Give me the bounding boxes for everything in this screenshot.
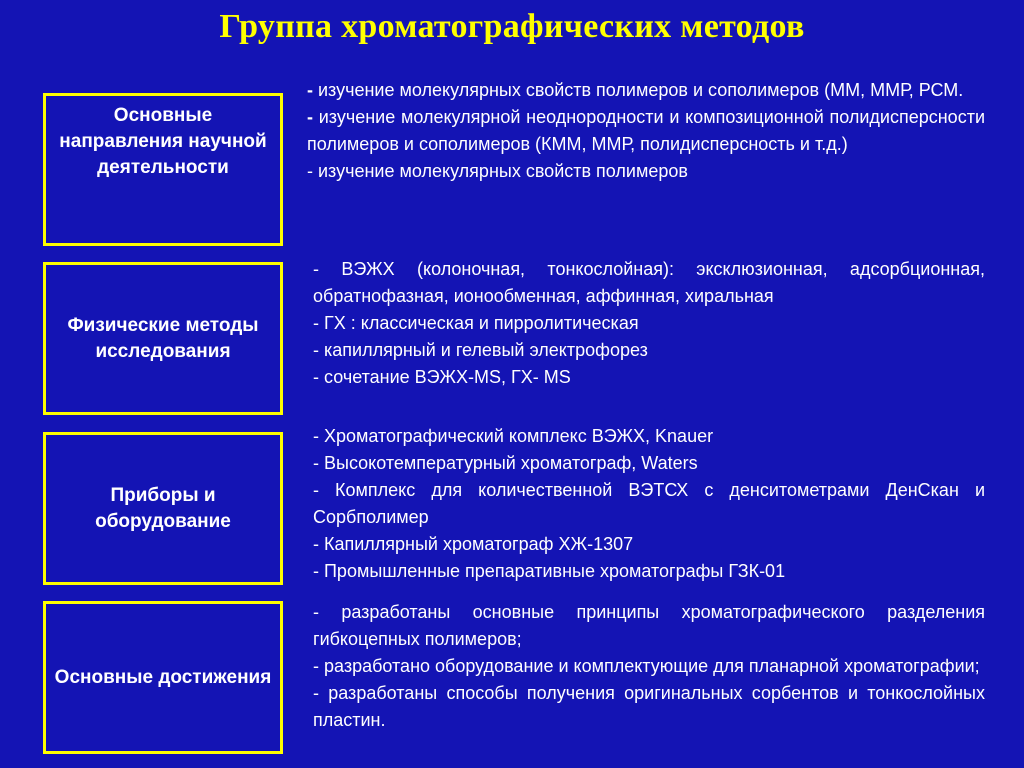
category-box-physical-methods — [43, 262, 283, 415]
category-box-research-directions — [43, 93, 283, 246]
list-item: - сочетание ВЭЖХ-MS, ГХ- MS — [313, 367, 571, 387]
list-item: - изучение молекулярной неоднородности и композиционной полидисперсности полимеров и сополимеров (КММ, ММР, полидисперсность и т.д.) — [307, 107, 985, 154]
list-item: - ГХ : классическая и пирролитическая — [313, 313, 639, 333]
list-item: - разработаны способы получения оригинальных сорбентов и тонкослойных пластин. — [313, 683, 985, 730]
category-description-research-directions — [307, 77, 985, 185]
category-description-achievements — [313, 599, 985, 734]
list-item: - разработаны основные принципы хроматографического разделения гибкоцепных полимеров; — [313, 602, 985, 649]
list-item: - изучение молекулярных свойств полимеров — [307, 161, 688, 181]
list-item: - Хроматографический комплекс ВЭЖХ, Knauer — [313, 426, 714, 446]
category-box-equipment — [43, 432, 283, 585]
list-item: - Высокотемпературный хроматограф, Waters — [313, 453, 698, 473]
category-label: Приборы и оборудование — [95, 484, 231, 532]
category-box-achievements — [43, 601, 283, 754]
category-label: Основные достижения — [54, 666, 272, 688]
list-item: - Капиллярный хроматограф ХЖ-1307 — [313, 534, 634, 554]
category-label: Основные направления научной деятельности — [59, 105, 267, 178]
list-item: - изучение молекулярных свойств полимеров и сополимеров (ММ, ММР, РСМ. — [307, 80, 964, 100]
list-item: - ВЭЖХ (колоночная, тонкослойная): эксклюзионная, адсорбционная, обратнофазная, ионообменная, аффинная, хиральная — [313, 259, 985, 306]
category-label: Физические методы исследования — [67, 314, 259, 362]
list-item: - Промышленные препаративные хроматографы ГЗК-01 — [313, 561, 786, 581]
list-item: - капиллярный и гелевый электрофорез — [313, 340, 648, 360]
category-description-equipment — [313, 423, 985, 585]
list-item: - разработано оборудование и комплектующие для планарной хроматографии; — [313, 656, 980, 676]
slide-title: Группа хроматографических методов — [219, 8, 805, 45]
category-description-physical-methods — [313, 256, 985, 391]
list-item: - Комплекс для количественной ВЭТСХ с денситометрами ДенСкан и Сорбполимер — [313, 480, 985, 527]
